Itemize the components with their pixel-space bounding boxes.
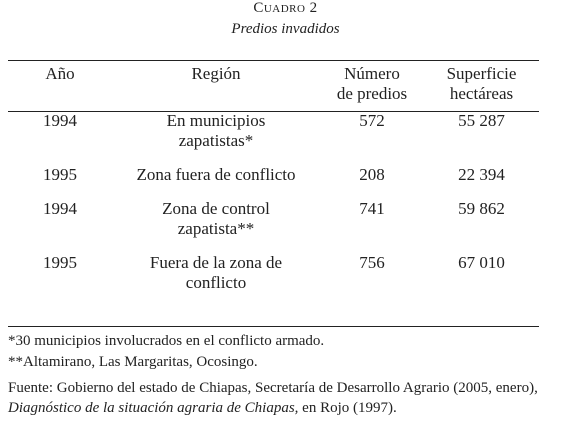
table-bottom-rule bbox=[8, 326, 539, 327]
cell-number: 756 bbox=[359, 253, 385, 272]
cell-area: 55 287 bbox=[458, 111, 505, 130]
cell-year: 1994 bbox=[43, 111, 77, 130]
source-note: Fuente: Gobierno del estado de Chiapas, Secretaría de Desarrollo Agrario (2005, enero), bbox=[8, 380, 538, 396]
cell-number: 572 bbox=[359, 111, 385, 130]
cell-region: Zona de control zapatista** bbox=[162, 199, 270, 238]
predios-table bbox=[8, 64, 539, 303]
table-title: Predios invadidos bbox=[231, 21, 340, 37]
source-title: Diagnóstico de la situación agraria de Chiapas, bbox=[8, 400, 299, 416]
footnote-localidades: **Altamirano, Las Margaritas, Ocosingo. bbox=[8, 354, 258, 370]
header-region: Región bbox=[191, 64, 241, 83]
cell-area: 59 862 bbox=[458, 199, 505, 218]
table-row bbox=[8, 111, 539, 165]
cell-area: 22 394 bbox=[458, 165, 505, 184]
table-label: Cuadro 2 bbox=[253, 0, 318, 16]
header-number: Número de predios bbox=[336, 64, 408, 103]
cell-year: 1995 bbox=[43, 253, 77, 272]
cell-number: 208 bbox=[359, 165, 385, 184]
table-header-row bbox=[8, 64, 539, 111]
cell-region: Fuera de la zona de conflicto bbox=[149, 253, 283, 292]
cell-year: 1994 bbox=[43, 199, 77, 218]
cell-region: En municipios zapatistas* bbox=[166, 111, 266, 150]
source-note-continued bbox=[8, 398, 571, 419]
source-reference: en Rojo (1997). bbox=[298, 400, 397, 416]
header-area: Superficie hectáreas bbox=[446, 64, 517, 103]
footnote-municipios: *30 municipios involucrados en el conflicto armado. bbox=[8, 333, 325, 349]
table-top-rule bbox=[8, 60, 539, 61]
cell-area: 67 010 bbox=[458, 253, 505, 272]
header-year: Año bbox=[45, 64, 75, 83]
cell-year: 1995 bbox=[43, 165, 77, 184]
table-row bbox=[8, 165, 539, 199]
table-row bbox=[8, 253, 539, 303]
cell-region: Zona fuera de conflicto bbox=[136, 165, 296, 184]
table-row bbox=[8, 199, 539, 253]
cell-number: 741 bbox=[359, 199, 385, 218]
